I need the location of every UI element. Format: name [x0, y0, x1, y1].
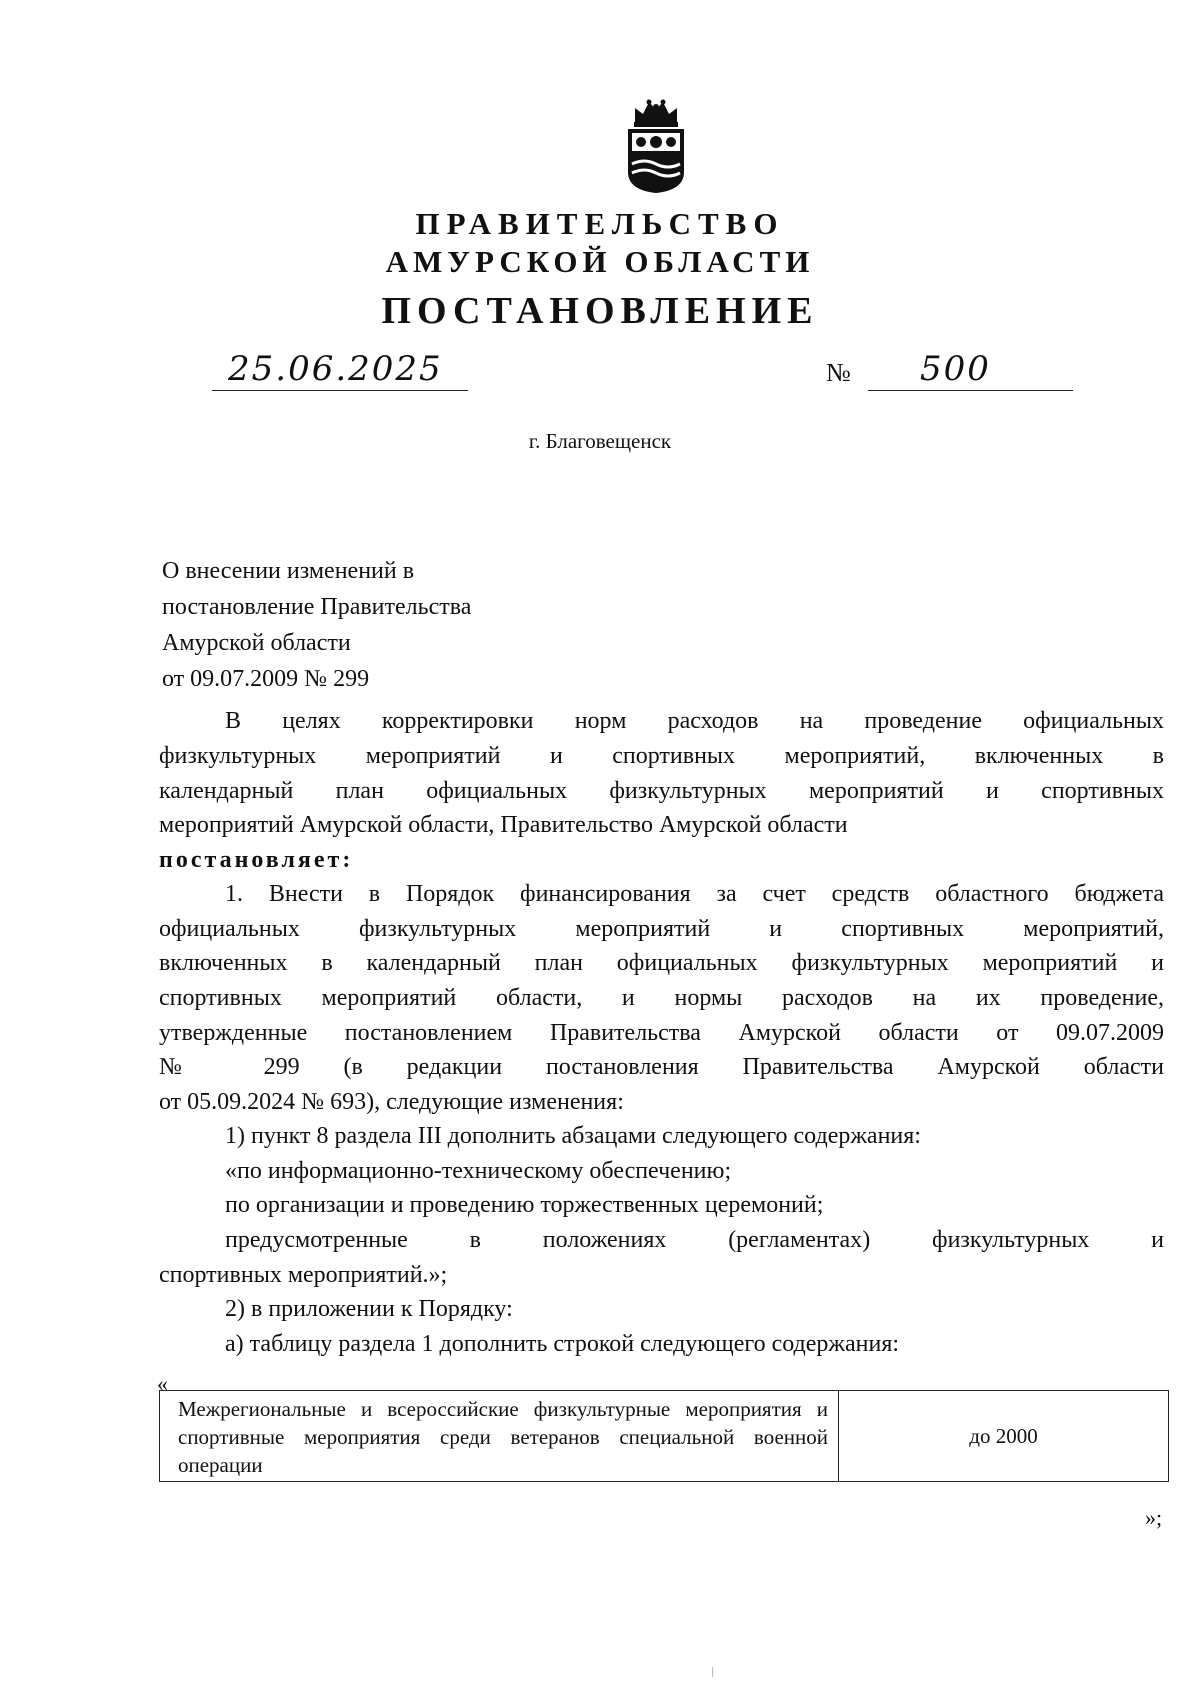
page-mark: [712, 1667, 713, 1677]
paragraph-line: 1. Внести в Порядок финансирования за счет средств областного бюджета: [225, 881, 1164, 907]
subject-line: постановление Правительства: [162, 594, 472, 620]
preamble-line: физкультурных мероприятий и спортивных мероприятий, включенных в: [159, 743, 1164, 769]
subject-line: от 09.07.2009 № 299: [162, 666, 370, 692]
quote-close: »;: [1145, 1505, 1163, 1530]
preamble-line: мероприятий Амурской области, Правительство Амурской области: [159, 812, 848, 838]
document-subject: [162, 553, 471, 697]
table-cell-event: Межрегиональные и всероссийские физкультурные мероприятия и спортивные мероприятия среди ветеранов специальной военной операции: [160, 1391, 839, 1482]
city: г. Благовещенск: [528, 429, 672, 453]
decree-word: постановляет:: [159, 847, 354, 873]
coat-of-arms-icon: [621, 98, 691, 194]
quoted-line: спортивных мероприятий.»;: [159, 1262, 448, 1288]
region-title: АМУРСКОЙ ОБЛАСТИ: [385, 244, 815, 279]
quoted-line: «по информационно-техническому обеспечению;: [225, 1158, 732, 1184]
inserted-table: [159, 1390, 1169, 1482]
table-cell-norm: до 2000: [839, 1391, 1169, 1482]
preamble-line: календарный план официальных физкультурных мероприятий и спортивных: [159, 778, 1164, 804]
subject-line: О внесении изменений в: [162, 558, 415, 584]
document-date: 25.06.2025: [228, 349, 443, 389]
subparagraph-2: 2) в приложении к Порядку:: [225, 1296, 513, 1322]
number-label: №: [826, 358, 851, 387]
quote-open: «: [157, 1371, 168, 1396]
table-row: [160, 1391, 1169, 1482]
subparagraph-1: 1) пункт 8 раздела III дополнить абзацами следующего содержания:: [225, 1123, 921, 1149]
government-title: ПРАВИТЕЛЬСТВО: [415, 206, 785, 241]
number-underline: [868, 390, 1073, 391]
subparagraph-2a: а) таблицу раздела 1 дополнить строкой следующего содержания:: [225, 1331, 900, 1357]
paragraph-line: спортивных мероприятий области, и нормы расходов на их проведение,: [159, 985, 1164, 1011]
preamble-line: В целях корректировки норм расходов на проведение официальных: [225, 708, 1164, 734]
paragraph-line: включенных в календарный план официальных физкультурных мероприятий и: [159, 950, 1164, 976]
date-underline: [212, 390, 468, 391]
document-number: 500: [920, 349, 991, 389]
document-type: ПОСТАНОВЛЕНИЕ: [381, 290, 819, 332]
paragraph-line: официальных физкультурных мероприятий и спортивных мероприятий,: [159, 916, 1164, 942]
paragraph-line: № 299 (в редакции постановления Правительства Амурской области: [159, 1054, 1164, 1080]
quoted-line: предусмотренные в положениях (регламентах) физкультурных и: [225, 1227, 1164, 1253]
quoted-line: по организации и проведению торжественных церемоний;: [225, 1192, 824, 1218]
paragraph-line: утвержденные постановлением Правительства Амурской области от 09.07.2009: [159, 1020, 1164, 1046]
paragraph-line: от 05.09.2024 № 693), следующие изменения:: [159, 1089, 624, 1115]
subject-line: Амурской области: [162, 630, 351, 656]
